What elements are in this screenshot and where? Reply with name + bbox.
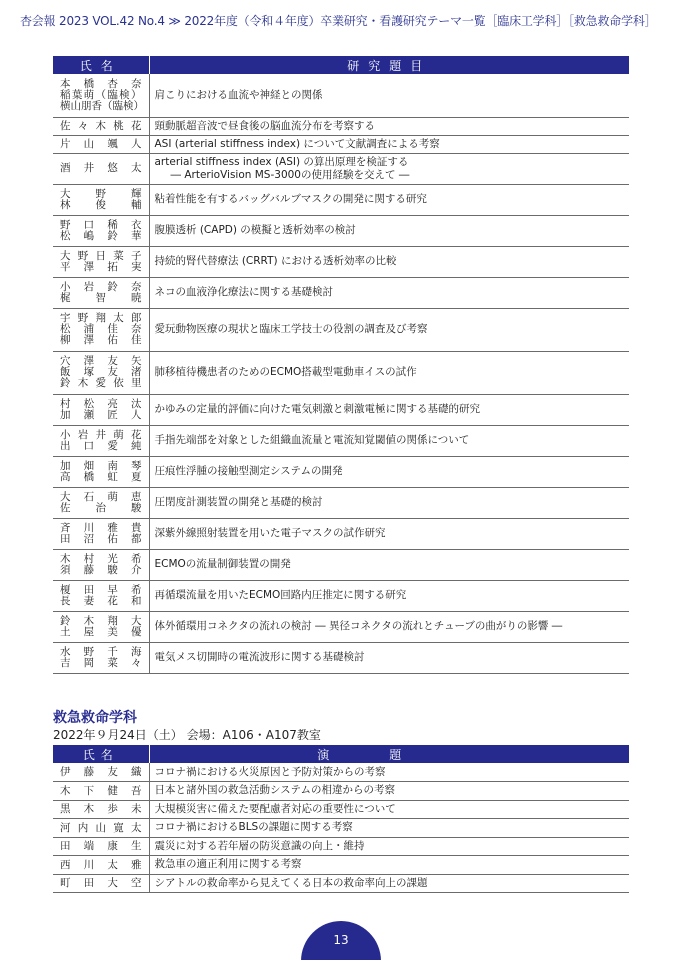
student-names bbox=[53, 153, 149, 184]
page-number: 13 bbox=[301, 921, 381, 960]
student-names bbox=[53, 308, 149, 351]
thesis-table-clinical-engineering bbox=[53, 56, 629, 674]
student-names bbox=[53, 518, 149, 549]
table-row bbox=[53, 642, 629, 673]
table-body bbox=[53, 763, 629, 893]
research-title-line: ― ArterioVision MS-3000の使用経験を交えて ― bbox=[170, 168, 410, 181]
research-title-line: 粘着性能を有するバッグバルブマスクの開発に関する研究 bbox=[154, 193, 427, 205]
research-title bbox=[149, 153, 629, 184]
table-row bbox=[53, 800, 629, 819]
presentation-title: コロナ禍におけるBLSの課題に関する考察 bbox=[149, 819, 629, 838]
research-title bbox=[149, 611, 629, 642]
thesis-table-emergency-rescue bbox=[53, 745, 629, 893]
column-header-name: 氏名 bbox=[53, 56, 149, 74]
table-row bbox=[53, 135, 629, 153]
research-title-line: ネコの血液浄化療法に関する基礎検討 bbox=[154, 286, 333, 298]
research-title-line: かゆみの定量的評価に向けた電気刺激と刺激電極に関する基礎的研究 bbox=[154, 403, 480, 415]
student-name-text: 黒木歩未 bbox=[60, 803, 142, 816]
presentation-title: 救急車の適正利用に関する考察 bbox=[149, 856, 629, 875]
student-name: 佐々木桃花 bbox=[60, 119, 142, 132]
student-name: 酒井悠太 bbox=[60, 162, 142, 174]
student-name: 片山颯人 bbox=[60, 137, 142, 150]
research-title-line: 頸動脈超音波で昼食後の脳血流分布を考察する bbox=[154, 119, 375, 132]
student-names bbox=[53, 246, 149, 277]
research-title-line: ASI (arterial stiffness index) について文献調査による考察 bbox=[154, 137, 440, 150]
student-name: 長妻花和 bbox=[60, 594, 142, 607]
table-row bbox=[53, 611, 629, 642]
research-title-line: 持続的腎代替療法 (CRRT) における透析効率の比較 bbox=[154, 255, 397, 267]
column-header-title: 研究題目 bbox=[149, 56, 629, 74]
table-row bbox=[53, 74, 629, 117]
student-name: 平澤拓実 bbox=[60, 260, 142, 273]
table-body bbox=[53, 74, 629, 673]
table-row bbox=[53, 549, 629, 580]
student-name-text: 河内山寛太 bbox=[60, 821, 142, 834]
student-name: 加瀬匠人 bbox=[60, 408, 142, 421]
student-names bbox=[53, 117, 149, 135]
presentation-title: 日本と諸外国の救急活動システムの相違からの考察 bbox=[149, 782, 629, 801]
table-header-row bbox=[53, 745, 629, 763]
student-name bbox=[53, 819, 149, 838]
research-title bbox=[149, 215, 629, 246]
research-title-line: arterial stiffness index (ASI) の算出原理を検証する bbox=[154, 155, 409, 168]
table-row bbox=[53, 308, 629, 351]
student-name bbox=[53, 763, 149, 782]
student-name: 大石萌恵 bbox=[60, 490, 142, 503]
research-title bbox=[149, 184, 629, 215]
section-date-venue: 2022年９月24日（土） 会場：A106・A107教室 bbox=[53, 728, 321, 742]
column-header-title: 演題 bbox=[149, 745, 629, 763]
student-name bbox=[53, 837, 149, 856]
table-row bbox=[53, 456, 629, 487]
research-title bbox=[149, 394, 629, 425]
table-row bbox=[53, 487, 629, 518]
student-name: 出口愛純 bbox=[60, 439, 142, 452]
table-row bbox=[53, 580, 629, 611]
student-name-text: 木下健吾 bbox=[60, 784, 142, 797]
student-name: 佐治駿 bbox=[60, 501, 142, 514]
student-name: 田沼佑都 bbox=[60, 532, 142, 545]
research-title-line: 圧閉度計測装置の開発と基礎的検討 bbox=[154, 496, 323, 508]
student-name: 小岩鈴奈 bbox=[60, 280, 142, 293]
research-title-line: 圧痕性浮腫の接触型測定システムの開発 bbox=[154, 465, 343, 477]
research-title bbox=[149, 549, 629, 580]
research-title-line: 深紫外線照射装置を用いた電子マスクの試作研究 bbox=[154, 527, 386, 539]
research-title bbox=[149, 74, 629, 117]
student-name: 林俊輔 bbox=[60, 198, 142, 211]
student-name-text: 西川太雅 bbox=[60, 858, 142, 871]
student-name bbox=[53, 782, 149, 801]
research-title bbox=[149, 351, 629, 394]
student-name: 斉川雅貴 bbox=[60, 521, 142, 534]
research-title bbox=[149, 456, 629, 487]
research-title bbox=[149, 487, 629, 518]
student-names bbox=[53, 184, 149, 215]
student-name: 横山朋香（臨検） bbox=[60, 99, 144, 112]
student-name: 飯塚友渚 bbox=[60, 366, 142, 378]
table-row bbox=[53, 856, 629, 875]
research-title-line: 腹膜透析 (CAPD) の模擬と透析効率の検討 bbox=[154, 224, 356, 236]
table-row bbox=[53, 246, 629, 277]
column-header-name: 氏名 bbox=[53, 745, 149, 763]
research-title bbox=[149, 308, 629, 351]
student-names bbox=[53, 351, 149, 394]
student-name: 大野輝 bbox=[60, 187, 142, 200]
table-row bbox=[53, 394, 629, 425]
presentation-title: 大規模災害に備えた要配慮者対応の重要性について bbox=[149, 800, 629, 819]
student-names bbox=[53, 425, 149, 456]
presentation-title: シアトルの救命率から見えてくる日本の救命率向上の課題 bbox=[149, 874, 629, 893]
presentation-title: 震災に対する若年層の防災意識の向上・維持 bbox=[149, 837, 629, 856]
student-name: 高橋虹夏 bbox=[60, 470, 142, 483]
student-name: 本橋杏奈 bbox=[60, 77, 142, 90]
student-name: 宇野翔太郎 bbox=[60, 312, 142, 324]
table-row bbox=[53, 351, 629, 394]
research-title bbox=[149, 518, 629, 549]
table-row bbox=[53, 874, 629, 893]
student-name: 穴澤友矢 bbox=[60, 355, 142, 367]
table-row bbox=[53, 117, 629, 135]
student-names bbox=[53, 549, 149, 580]
student-name: 榎田早希 bbox=[60, 583, 142, 596]
table-row bbox=[53, 425, 629, 456]
presentation-title: コロナ禍における火災原因と予防対策からの考察 bbox=[149, 763, 629, 782]
student-name: 須藤駿介 bbox=[60, 563, 142, 576]
student-names bbox=[53, 456, 149, 487]
student-names bbox=[53, 487, 149, 518]
student-name: 加畑南琴 bbox=[60, 459, 142, 472]
table-header-row bbox=[53, 56, 629, 74]
research-title-line: 再循環流量を用いたECMO回路内圧推定に関する研究 bbox=[154, 589, 407, 601]
student-name: 水野千海 bbox=[60, 645, 142, 658]
student-names bbox=[53, 642, 149, 673]
table-row bbox=[53, 184, 629, 215]
table-row bbox=[53, 763, 629, 782]
student-name-text: 伊藤友織 bbox=[60, 766, 142, 778]
research-title bbox=[149, 246, 629, 277]
table-row bbox=[53, 518, 629, 549]
research-title bbox=[149, 117, 629, 135]
research-title-line: 体外循環用コネクタの流れの検討 ― 異径コネクタの流れとチューブの曲がりの影響 ― bbox=[154, 620, 563, 632]
student-name: 松嶋鈴華 bbox=[60, 229, 142, 242]
student-names bbox=[53, 580, 149, 611]
student-names bbox=[53, 215, 149, 246]
student-name: 小岩井萌花 bbox=[60, 428, 142, 441]
research-title-line: 電気メス切開時の電流波形に関する基礎検討 bbox=[154, 651, 365, 663]
table-row bbox=[53, 277, 629, 308]
research-title-line: 愛玩動物医療の現状と臨床工学技士の役割の調査及び考察 bbox=[154, 323, 428, 335]
table-row bbox=[53, 153, 629, 184]
student-name bbox=[53, 800, 149, 819]
student-name-text: 町田大空 bbox=[60, 877, 142, 890]
student-name bbox=[53, 874, 149, 893]
student-name: 鈴木翔大 bbox=[60, 614, 142, 627]
table-row bbox=[53, 782, 629, 801]
student-names bbox=[53, 394, 149, 425]
running-header: 杏会報 2023 VOL.42 No.4 ≫ 2022年度（令和４年度）卒業研究・看護研究テーマ一覧［臨床工学科］［救急救命学科］ bbox=[20, 14, 657, 28]
research-title bbox=[149, 277, 629, 308]
student-name-text: 田端康生 bbox=[60, 840, 142, 853]
section-title: 救急救命学科 bbox=[53, 710, 137, 726]
research-title-line: 手指先端部を対象とした組織血流量と電流知覚閾値の関係について bbox=[154, 434, 470, 446]
student-names bbox=[53, 135, 149, 153]
student-names bbox=[53, 74, 149, 117]
research-title-line: 肩こりにおける血流や神経との関係 bbox=[154, 88, 323, 101]
student-name: 大野日菜子 bbox=[60, 249, 142, 262]
student-name: 野口稀衣 bbox=[60, 218, 142, 231]
table-row bbox=[53, 819, 629, 838]
student-name: 吉岡菜々 bbox=[60, 656, 142, 669]
research-title bbox=[149, 642, 629, 673]
student-name: 鈴木愛依里 bbox=[60, 377, 142, 389]
student-name: 土屋美優 bbox=[60, 625, 142, 638]
student-names bbox=[53, 611, 149, 642]
research-title bbox=[149, 135, 629, 153]
student-name: 梶智暁 bbox=[60, 291, 142, 304]
student-name: 村松亮汰 bbox=[60, 397, 142, 410]
research-title-line: ECMOの流量制御装置の開発 bbox=[154, 558, 291, 570]
student-name: 木村光希 bbox=[60, 552, 142, 565]
student-name: 稲葉萌（臨検） bbox=[60, 88, 142, 101]
research-title-line: 肺移植待機患者のためのECMO搭載型電動車イスの試作 bbox=[154, 366, 417, 378]
student-name bbox=[53, 856, 149, 875]
table-row bbox=[53, 215, 629, 246]
table-row bbox=[53, 837, 629, 856]
research-title bbox=[149, 425, 629, 456]
student-name: 柳澤佑佳 bbox=[60, 334, 142, 346]
student-names bbox=[53, 277, 149, 308]
research-title bbox=[149, 580, 629, 611]
student-name: 松浦佳奈 bbox=[60, 323, 142, 335]
